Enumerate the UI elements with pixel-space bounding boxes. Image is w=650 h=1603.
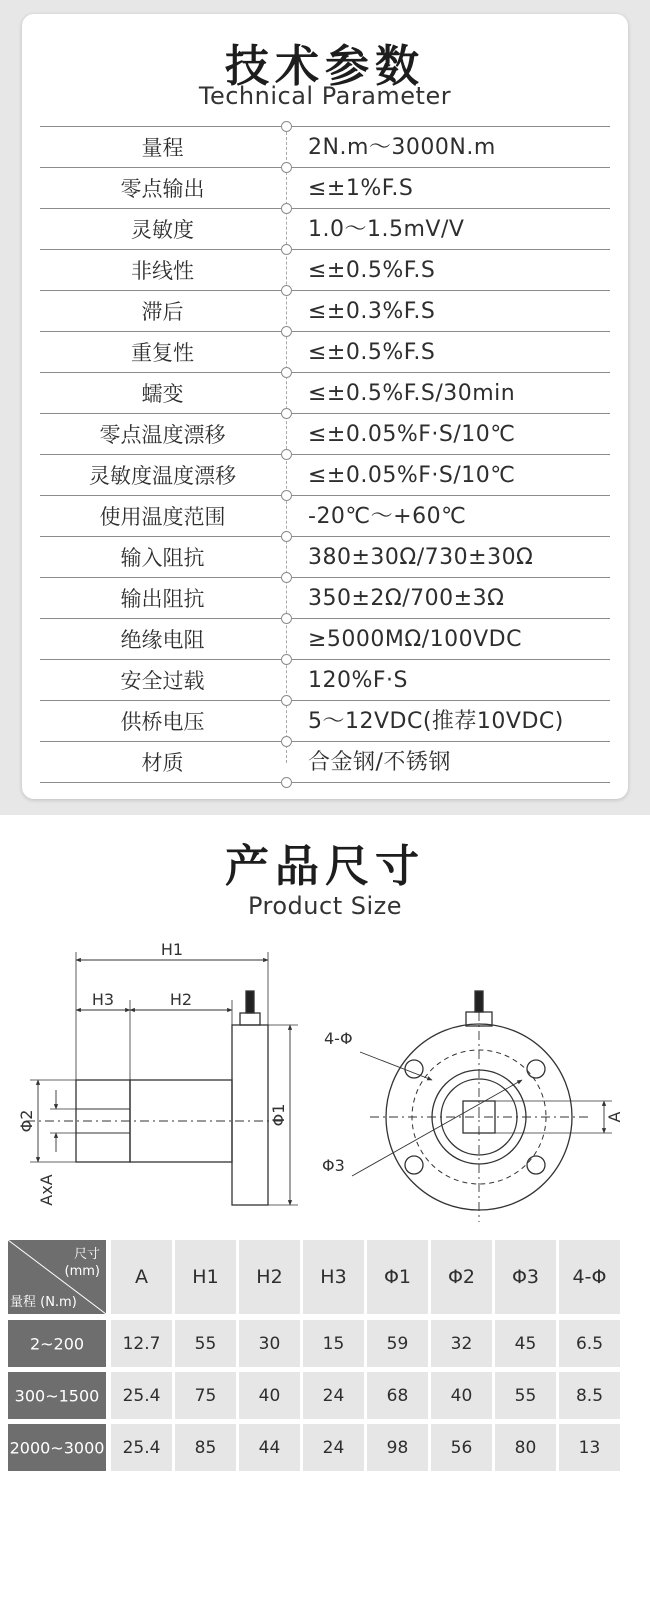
parameter-label: 零点输出 — [120, 177, 205, 201]
table-cell — [431, 1372, 492, 1419]
parameter-row — [40, 373, 610, 414]
label-h2: H2 — [169, 990, 193, 1009]
connector-base — [240, 1013, 260, 1025]
parameter-label: 灵敏度 — [131, 218, 194, 242]
cell-value: 59 — [386, 1333, 409, 1354]
table-header-cell — [175, 1240, 236, 1314]
table-row — [8, 1320, 622, 1367]
table-row — [8, 1424, 622, 1471]
divider-node — [281, 162, 292, 173]
parameter-value: 380±30Ω/730±30Ω — [308, 545, 534, 570]
corner-size-label: 尺寸 — [73, 1247, 100, 1262]
cell-value: 25.4 — [122, 1385, 161, 1406]
front-cable — [475, 991, 483, 1012]
table-cell — [367, 1320, 428, 1367]
parameter-value: ≤±1%F.S — [308, 176, 414, 201]
parameter-label: 使用温度范围 — [99, 505, 226, 529]
label-axa: AxA — [37, 1174, 56, 1206]
product-size-title: 产品尺寸 — [225, 841, 425, 892]
parameter-row — [40, 291, 610, 332]
cell-value: 24 — [322, 1385, 345, 1406]
parameter-row — [40, 496, 610, 537]
table-cell — [431, 1424, 492, 1471]
table-header-cell — [559, 1240, 620, 1314]
range-cell — [8, 1320, 106, 1367]
product-size-subtitle: Product Size — [247, 892, 403, 920]
parameter-value: 2N.m～3000N.m — [308, 135, 496, 160]
divider-node — [281, 777, 292, 788]
parameter-label: 供桥电压 — [120, 710, 205, 734]
table-cell — [559, 1424, 620, 1471]
parameter-row — [40, 701, 610, 742]
table-cell — [175, 1424, 236, 1471]
table-header-cell — [239, 1240, 300, 1314]
header-label: 4-Φ — [572, 1266, 607, 1288]
parameter-label: 灵敏度温度漂移 — [89, 464, 236, 488]
table-cell — [303, 1424, 364, 1471]
parameter-value: ≤±0.05%F·S/10℃ — [308, 422, 516, 447]
table-header-row — [8, 1240, 622, 1314]
cell-value: 44 — [258, 1437, 281, 1458]
cell-value: 32 — [450, 1333, 473, 1354]
divider-node — [281, 490, 292, 501]
table-header-cell — [495, 1240, 556, 1314]
divider-node — [281, 572, 292, 583]
parameter-label: 材质 — [141, 751, 184, 775]
cell-value: 13 — [578, 1437, 601, 1458]
cell-value: 40 — [450, 1385, 473, 1406]
divider-node — [281, 367, 292, 378]
corner-unit-label: (mm) — [64, 1264, 100, 1279]
table-header-cell — [303, 1240, 364, 1314]
label-phi2: Φ2 — [17, 1109, 36, 1133]
table-cell — [559, 1320, 620, 1367]
cell-value: 24 — [322, 1437, 345, 1458]
cell-value: 30 — [258, 1333, 281, 1354]
divider-node — [281, 449, 292, 460]
parameter-value: ≤±0.5%F.S/30min — [308, 381, 516, 406]
table-cell — [495, 1320, 556, 1367]
bolt-hole — [527, 1060, 545, 1078]
front-view — [352, 991, 612, 1222]
cable — [246, 991, 254, 1013]
cell-value: 85 — [194, 1437, 217, 1458]
parameter-row — [40, 209, 610, 250]
parameter-label: 绝缘电阻 — [120, 628, 205, 652]
divider-node — [281, 244, 292, 255]
range-cell — [8, 1424, 106, 1471]
parameter-value: ≤±0.5%F.S — [308, 258, 436, 283]
cell-value: 8.5 — [575, 1385, 604, 1406]
parameter-value: ≤±0.3%F.S — [308, 299, 436, 324]
label-phi3: Φ3 — [322, 1156, 345, 1175]
divider-node — [281, 654, 292, 665]
parameter-label: 零点温度漂移 — [99, 423, 226, 447]
parameter-value: 120%F·S — [308, 668, 409, 693]
parameter-table — [40, 126, 610, 783]
range-label: 2000~3000 — [9, 1438, 105, 1457]
bolt-hole — [527, 1156, 545, 1174]
table-cell — [239, 1424, 300, 1471]
cell-value: 75 — [194, 1385, 217, 1406]
parameter-label: 输出阻抗 — [120, 587, 205, 611]
header-label: Φ2 — [447, 1266, 476, 1288]
parameter-value: 合金钢/不锈钢 — [308, 750, 451, 775]
dimension-drawing — [0, 940, 650, 1230]
parameter-label: 蠕变 — [141, 382, 184, 406]
parameter-label: 非线性 — [131, 259, 194, 283]
parameter-row — [40, 660, 610, 701]
parameter-label: 输入阻抗 — [120, 546, 205, 570]
table-cell — [495, 1372, 556, 1419]
table-header-cell — [367, 1240, 428, 1314]
corner-range-label: 量程 (N.m) — [10, 1295, 77, 1310]
parameter-row — [40, 126, 610, 168]
parameter-value: -20℃～+60℃ — [308, 504, 467, 529]
label-four-phi: 4-Φ — [324, 1029, 353, 1048]
label-h1: H1 — [160, 940, 184, 959]
table-cell — [367, 1424, 428, 1471]
divider-node — [281, 203, 292, 214]
table-cell — [175, 1372, 236, 1419]
divider-node — [281, 408, 292, 419]
divider-node — [281, 531, 292, 542]
divider-node — [281, 326, 292, 337]
table-cell — [239, 1372, 300, 1419]
range-label: 300~1500 — [14, 1386, 100, 1405]
table-row — [8, 1372, 622, 1419]
table-header-cell — [431, 1240, 492, 1314]
table-cell — [431, 1320, 492, 1367]
parameter-value: 1.0～1.5mV/V — [308, 217, 465, 242]
cell-value: 40 — [258, 1385, 281, 1406]
cell-value: 6.5 — [575, 1333, 604, 1354]
parameter-row — [40, 619, 610, 660]
divider-node — [281, 613, 292, 624]
parameter-row — [40, 332, 610, 373]
parameter-label: 滞后 — [141, 300, 184, 324]
parameter-row — [40, 578, 610, 619]
divider-node — [281, 121, 292, 132]
parameter-value: 5～12VDC(推荐10VDC) — [308, 709, 564, 734]
label-phi1: Φ1 — [269, 1103, 288, 1127]
table-cell — [239, 1320, 300, 1367]
parameter-row — [40, 537, 610, 578]
parameter-row — [40, 168, 610, 209]
cell-value: 45 — [514, 1333, 537, 1354]
header-label: Φ1 — [383, 1266, 412, 1288]
cell-value: 80 — [514, 1437, 537, 1458]
range-cell — [8, 1372, 106, 1419]
parameter-label: 量程 — [141, 136, 184, 160]
divider-node — [281, 695, 292, 706]
parameter-value: ≤±0.05%F·S/10℃ — [308, 463, 516, 488]
range-label: 2~200 — [29, 1334, 85, 1353]
divider-node — [281, 736, 292, 747]
divider-node — [281, 285, 292, 296]
header-label: H3 — [320, 1266, 347, 1288]
cell-value: 68 — [386, 1385, 409, 1406]
parameter-value: ≤±0.5%F.S — [308, 340, 436, 365]
flange-section — [232, 1025, 268, 1205]
bolt-hole — [405, 1156, 423, 1174]
cell-value: 98 — [386, 1437, 409, 1458]
cell-value: 15 — [322, 1333, 345, 1354]
cell-value: 55 — [194, 1333, 217, 1354]
parameter-label: 重复性 — [131, 341, 194, 365]
label-a: A — [605, 1111, 624, 1123]
side-view — [26, 952, 298, 1205]
cell-value: 25.4 — [122, 1437, 161, 1458]
table-cell — [495, 1424, 556, 1471]
cell-value: 56 — [450, 1437, 473, 1458]
table-cell — [303, 1320, 364, 1367]
header-label: A — [135, 1266, 148, 1288]
table-cell — [559, 1372, 620, 1419]
header-label: Φ3 — [511, 1266, 540, 1288]
header-label: H2 — [256, 1266, 283, 1288]
table-cell — [111, 1424, 172, 1471]
table-cell — [175, 1320, 236, 1367]
table-cell — [367, 1372, 428, 1419]
parameter-value: ≥5000MΩ/100VDC — [308, 627, 522, 652]
table-cell — [111, 1372, 172, 1419]
parameter-row — [40, 414, 610, 455]
table-cell — [303, 1372, 364, 1419]
header-label: H1 — [192, 1266, 219, 1288]
parameter-subtitle: Technical Parameter — [198, 82, 452, 110]
parameter-title: 技术参数 — [225, 41, 425, 92]
parameter-row — [40, 455, 610, 496]
table-header-cell — [111, 1240, 172, 1314]
parameter-value: 350±2Ω/700±3Ω — [308, 586, 505, 611]
parameter-row — [40, 250, 610, 291]
cell-value: 55 — [514, 1385, 537, 1406]
label-h3: H3 — [91, 990, 115, 1009]
parameter-row — [40, 742, 610, 783]
parameter-label: 安全过载 — [120, 669, 205, 693]
table-cell — [111, 1320, 172, 1367]
cell-value: 12.7 — [122, 1333, 161, 1354]
